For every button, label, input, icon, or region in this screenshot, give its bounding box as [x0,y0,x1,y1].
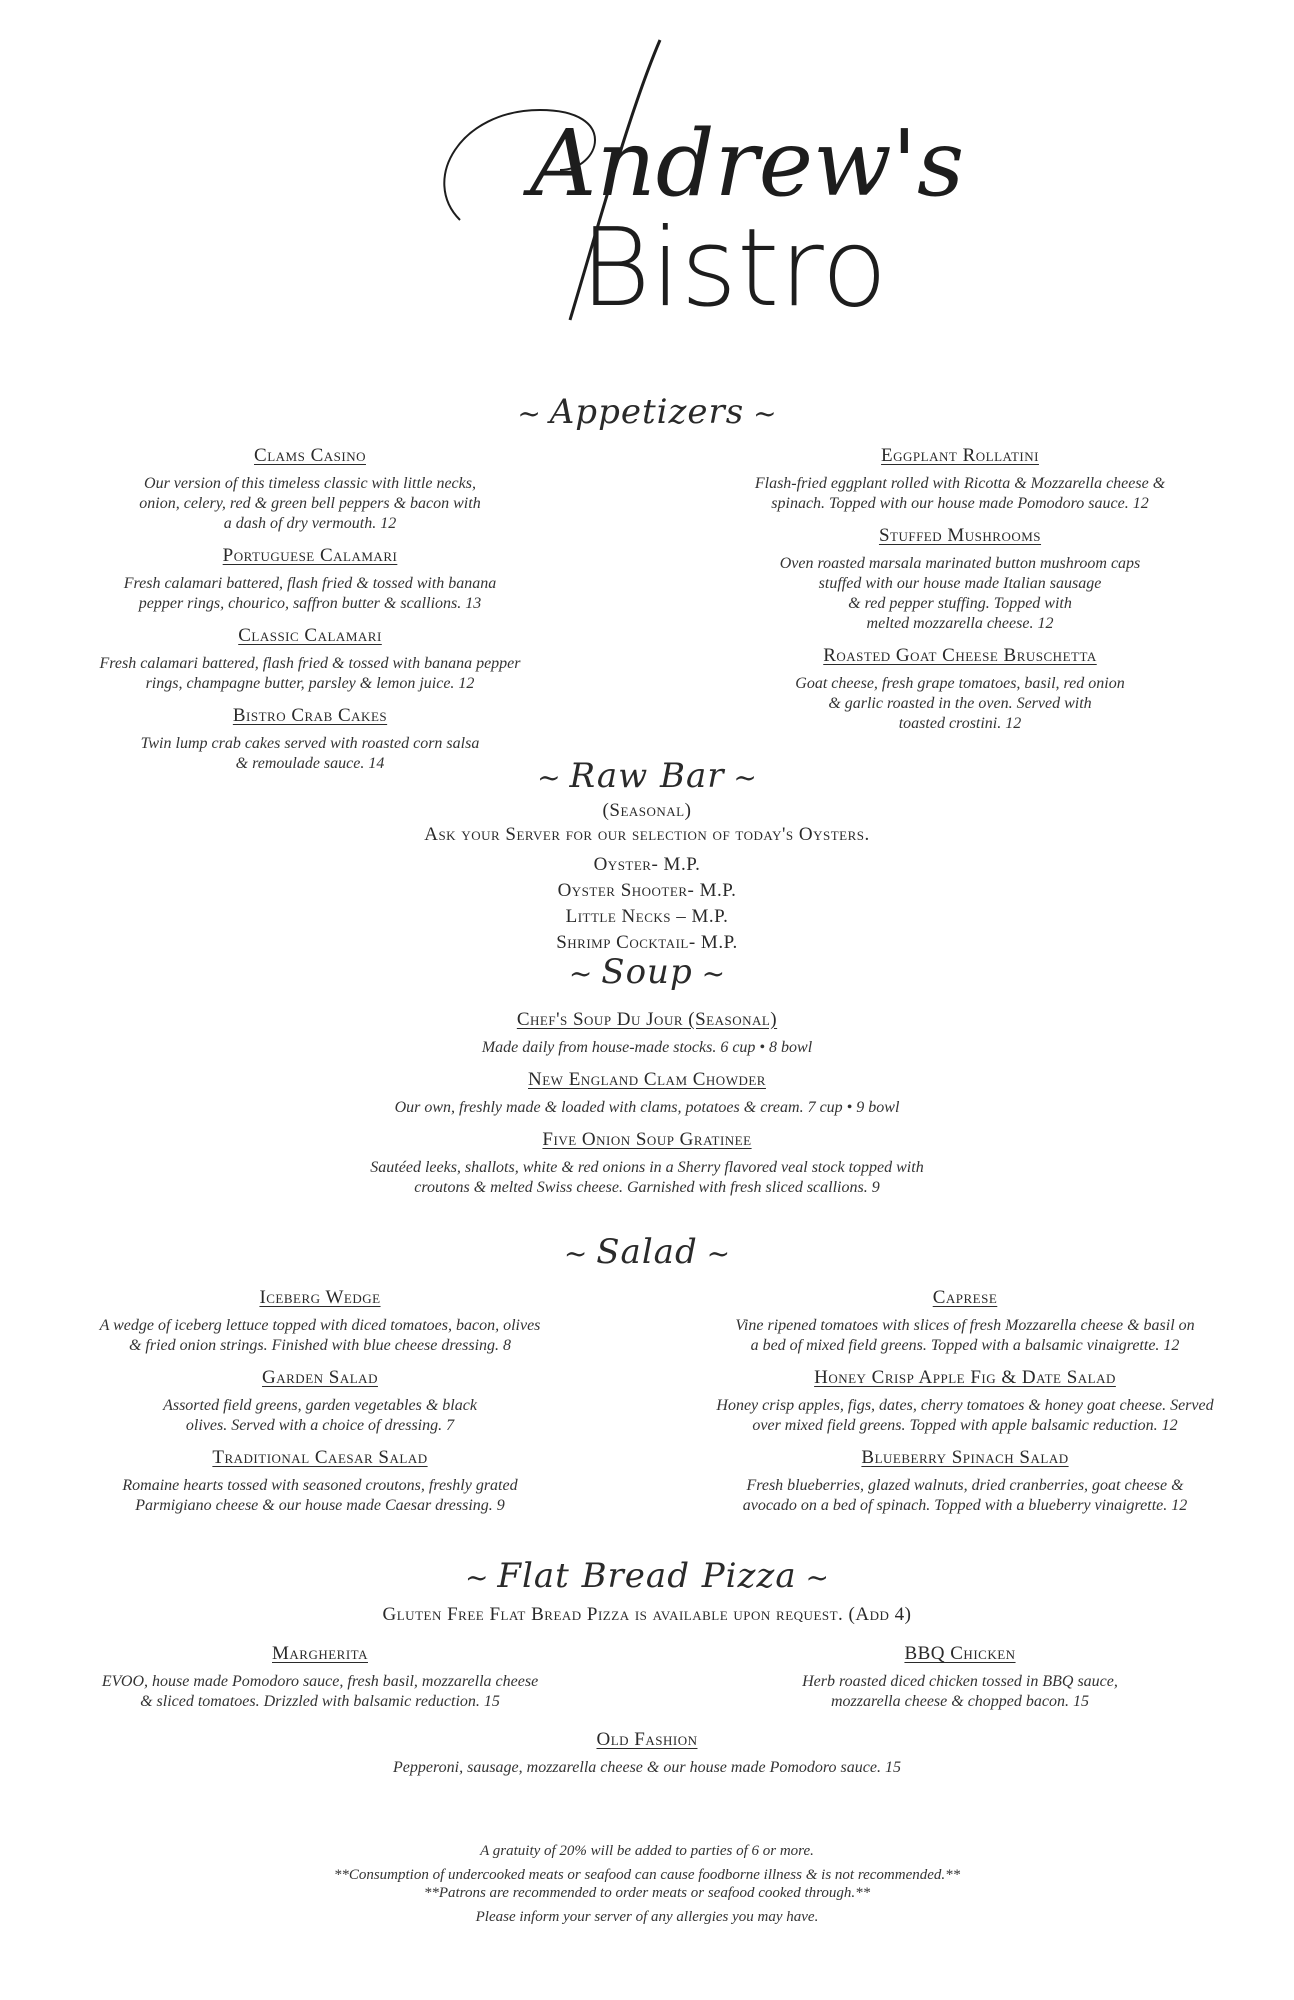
item-name: Roasted Goat Cheese Bruschetta [823,645,1097,666]
item-name: Stuffed Mushrooms [878,525,1042,546]
item-name: Honey Crisp Apple Fig & Date Salad [814,1367,1116,1388]
item-name: Iceberg Wedge [259,1287,381,1308]
item-name: BBQ Chicken [904,1643,1016,1664]
footer-warning: **Consumption of undercooked meats or seafood can cause foodborne illness & is not recommended.** [333,1867,961,1883]
footer-warning: **Patrons are recommended to order meats or seafood cooked through.** [423,1885,871,1901]
salad-left-column [60,1286,580,1526]
raw-bar-section [0,800,1294,956]
item-desc: Goat cheese, fresh grape tomatoes, basil, red onion & garlic roasted in the oven. Served with toasted crostini. 12 [795,675,1125,732]
soup-heading: ~ Soup ~ [568,952,726,992]
item-name: Margherita [272,1643,368,1664]
logo-line1: Andrew's [530,110,965,217]
logo-line2: Bistro [580,206,888,331]
item-desc: Pepperoni, sausage, mozzarella cheese & our house made Pomodoro sauce. 15 [393,1759,901,1776]
raw-bar-note: Ask your Server for our selection of today's Oysters. [424,824,870,845]
raw-bar-seasonal: (Seasonal) [602,800,692,821]
footer-allergy: Please inform your server of any allergies you may have. [475,1909,819,1925]
item-desc: Fresh blueberries, glazed walnuts, dried cranberries, goat cheese & avocado on a bed of spinach. Topped with a blueberry vinaigrette. 12 [742,1477,1188,1514]
salad-right-column [680,1286,1250,1526]
item-name: Five Onion Soup Gratinee [542,1129,752,1150]
pizza-right-column [700,1642,1220,1722]
item-desc: Fresh calamari battered, flash fried & tossed with banana pepper rings, chourico, saffron butter & scallions. 13 [123,575,497,612]
item-name: Old Fashion [596,1729,698,1750]
item-desc: Honey crisp apples, figs, dates, cherry tomatoes & honey goat cheese. Served over mixed field greens. Topped with apple balsamic reduction. 12 [716,1397,1214,1434]
item-name: Clams Casino [254,445,366,466]
item-desc: Vine ripened tomatoes with slices of fresh Mozzarella cheese & basil on a bed of mixed field greens. Topped with a balsamic vinaigrette. 12 [735,1317,1195,1354]
item-desc: Made daily from house-made stocks. 6 cup • 8 bowl [481,1039,813,1056]
item-desc: Flash-fried eggplant rolled with Ricotta & Mozzarella cheese & spinach. Topped with our house made Pomodoro sauce. 12 [754,475,1166,512]
item-name: Classic Calamari [238,625,382,646]
item-name: New England Clam Chowder [528,1069,766,1090]
raw-bar-heading: ~ Raw Bar ~ [537,756,757,796]
raw-bar-item: Shrimp Cocktail- M.P. [556,932,738,953]
pizza-heading: ~ Flat Bread Pizza ~ [464,1556,829,1596]
item-name: Caprese [932,1287,998,1308]
appetizers-heading: ~ Appetizers ~ [517,392,777,432]
appetizers-right-column [700,444,1220,744]
item-name: Traditional Caesar Salad [212,1447,428,1468]
salad-heading: ~ Salad ~ [563,1232,731,1272]
item-name: Bistro Crab Cakes [232,705,388,726]
item-desc: Herb roasted diced chicken tossed in BBQ sauce, mozzarella cheese & chopped bacon. 15 [802,1673,1118,1710]
item-desc: Fresh calamari battered, flash fried & tossed with banana pepper rings, champagne butter, parsley & lemon juice. 12 [99,655,521,692]
soup-section [0,1008,1294,1208]
item-desc: Our own, freshly made & loaded with clams, potatoes & cream. 7 cup • 9 bowl [394,1099,900,1116]
item-name: Garden Salad [262,1367,378,1388]
raw-bar-item: Little Necks – M.P. [565,906,729,927]
footer [0,1842,1294,1926]
item-desc: Twin lump crab cakes served with roasted corn salsa & remoulade sauce. 14 [140,735,480,772]
raw-bar-item: Oyster Shooter- M.P. [557,880,737,901]
item-desc: Assorted field greens, garden vegetables & black olives. Served with a choice of dressing. 7 [163,1397,477,1434]
pizza-center [0,1728,1294,1788]
appetizers-left-column [70,444,550,784]
pizza-note: Gluten Free Flat Bread Pizza is available upon request. (Add 4) [382,1604,912,1625]
item-desc: Sautéed leeks, shallots, white & red onions in a Sherry flavored veal stock topped with croutons & melted Swiss cheese. Garnished with fresh sliced scallions. 9 [370,1159,924,1196]
item-desc: Romaine hearts tossed with seasoned croutons, freshly grated Parmigiano cheese & our house made Caesar dressing. 9 [122,1477,518,1514]
item-name: Portuguese Calamari [222,545,398,566]
pizza-left-column [60,1642,580,1722]
item-name: Chef's Soup Du Jour (Seasonal) [516,1009,778,1030]
item-desc: Our version of this timeless classic with little necks, onion, celery, red & green bell peppers & bacon with a dash of dry vermouth. 12 [139,475,481,532]
item-desc: EVOO, house made Pomodoro sauce, fresh basil, mozzarella cheese & sliced tomatoes. Drizzled with balsamic reduction. 15 [101,1673,539,1710]
item-name: Blueberry Spinach Salad [861,1447,1069,1468]
raw-bar-item: Oyster- M.P. [593,854,701,875]
item-name: Eggplant Rollatini [881,445,1039,466]
restaurant-logo [400,20,965,350]
item-desc: Oven roasted marsala marinated button mushroom caps stuffed with our house made Italian sausage & red pepper stuffing. Topped with melted mozzarella cheese. 12 [779,555,1141,632]
footer-gratuity: A gratuity of 20% will be added to parties of 6 or more. [480,1843,814,1859]
item-desc: A wedge of iceberg lettuce topped with diced tomatoes, bacon, olives & fried onion strings. Finished with blue cheese dressing. 8 [99,1317,541,1354]
